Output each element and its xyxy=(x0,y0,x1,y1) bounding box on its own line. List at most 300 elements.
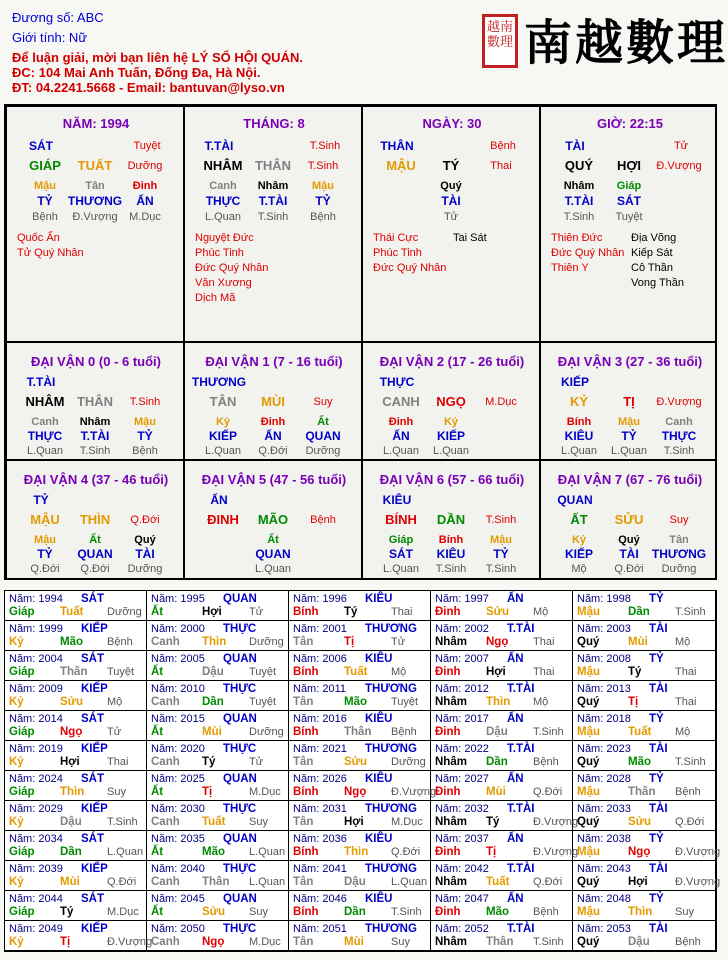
year-stage: L.Quan xyxy=(107,846,144,858)
year-stage: T.Sinh xyxy=(675,756,706,768)
phone-email-line: ĐT: 04.2241.5668 - Email: bantuvan@lyso.vn xyxy=(12,80,285,95)
year-branch: Mão xyxy=(202,846,225,858)
year-stem: Kỷ xyxy=(9,636,24,648)
year-god: KIẾP xyxy=(81,623,108,635)
year-stem: Đinh xyxy=(435,846,461,858)
dai-van-stage-1: Q.Đới xyxy=(80,563,110,575)
year-cell xyxy=(5,681,147,711)
year-cell xyxy=(147,771,289,801)
year-god: KIẾP xyxy=(81,683,108,695)
pillar-star: Quốc Ấn xyxy=(17,232,60,244)
dai-van-sub-god-0: KIÊU xyxy=(564,429,594,443)
year-label: Năm: 2036 xyxy=(293,833,347,845)
year-god: TÀI xyxy=(649,743,668,755)
year-cell xyxy=(431,711,573,741)
year-branch: Sửu xyxy=(628,816,652,828)
pillar-star: Tử Quý Nhân xyxy=(17,247,84,259)
dai-van-sub-god-0: THỰC xyxy=(27,429,63,443)
year-stem: Quý xyxy=(577,876,600,888)
dai-van-stem-2: Suy xyxy=(313,396,333,408)
year-stage: T.Sinh xyxy=(391,906,422,918)
year-stage: Mộ xyxy=(533,606,549,618)
year-god: TÀI xyxy=(649,863,668,875)
year-label: Năm: 2050 xyxy=(151,923,205,935)
year-branch: Dần xyxy=(344,906,366,918)
year-branch: Thân xyxy=(344,726,372,738)
year-god: TÀI xyxy=(649,923,668,935)
dai-van-hidden-2: Quý xyxy=(134,534,156,546)
year-stage: Đ.Vượng xyxy=(533,846,579,858)
year-cell xyxy=(431,801,579,831)
year-god: THƯƠNG xyxy=(365,683,417,695)
year-branch: Dần xyxy=(628,606,650,618)
year-cell xyxy=(289,741,431,771)
subject-name: Đương số: ABC xyxy=(12,10,104,25)
pillar-stage-2: M.Dục xyxy=(129,211,161,223)
dai-van-hidden-1: Ất xyxy=(89,534,101,546)
header xyxy=(0,0,728,104)
dai-van-stem-0: CANH xyxy=(382,394,420,409)
year-stem: Tân xyxy=(293,696,314,708)
dai-van-god: ẤN xyxy=(210,493,228,507)
dai-van-sub-god-1: QUAN xyxy=(255,547,291,561)
year-branch: Tuất xyxy=(628,726,652,738)
year-god: THƯƠNG xyxy=(365,803,417,815)
year-branch: Dậu xyxy=(202,666,224,678)
dai-van-stem-2: Q.Đới xyxy=(130,514,160,526)
year-branch: Tý xyxy=(628,666,642,678)
year-stage: M.Dục xyxy=(107,906,139,918)
year-cell xyxy=(5,771,147,801)
dai-van-stem-0: BÍNH xyxy=(385,512,417,527)
year-label: Năm: 2035 xyxy=(151,833,205,845)
year-label: Năm: 2013 xyxy=(577,683,631,695)
year-label: Năm: 2048 xyxy=(577,893,631,905)
pillar-cell-0 xyxy=(6,106,184,342)
year-branch: Ngọ xyxy=(344,786,367,798)
year-cell xyxy=(289,771,437,801)
pillar-star-bad: Cô Thần xyxy=(631,262,673,274)
year-label: Năm: 2041 xyxy=(293,863,347,875)
year-god: ẤN xyxy=(507,773,524,785)
pillar-stem-2: Dưỡng xyxy=(127,160,163,172)
dai-van-stage-2: Dưỡng xyxy=(127,563,163,575)
dai-van-god: T.TÀI xyxy=(26,375,56,389)
year-stem: Nhâm xyxy=(435,816,467,828)
year-label: Năm: 2021 xyxy=(293,743,347,755)
pillar-stem-0: NHÂM xyxy=(203,158,243,173)
year-cell xyxy=(289,711,431,741)
year-branch: Mùi xyxy=(202,726,222,738)
year-god: TỶ xyxy=(649,593,664,605)
year-branch: Dần xyxy=(60,846,82,858)
dai-van-god: KIÊU xyxy=(382,493,412,507)
dai-van-sub-god-1: KIẾP xyxy=(436,429,466,443)
year-branch: Thìn xyxy=(344,846,369,858)
year-label: Năm: 2025 xyxy=(151,773,205,785)
year-label: Năm: 2002 xyxy=(435,623,489,635)
year-cell xyxy=(289,621,431,651)
year-label: Năm: 2042 xyxy=(435,863,489,875)
dai-van-cell-7 xyxy=(540,460,717,580)
year-label: Năm: 2031 xyxy=(293,803,347,815)
year-branch: Mùi xyxy=(60,876,80,888)
pillar-stem-0: MẬU xyxy=(386,158,416,173)
pillar-stem-1: TÝ xyxy=(442,158,460,173)
year-label: Năm: 2051 xyxy=(293,923,347,935)
year-stem: Tân xyxy=(293,756,314,768)
year-stage: M.Dục xyxy=(391,816,423,828)
year-god: TÀI xyxy=(649,803,668,815)
year-label: Năm: 1995 xyxy=(151,593,205,605)
dai-van-title: ĐẠI VẬN 3 (27 - 36 tuổi) xyxy=(557,354,703,369)
year-god: T.TÀI xyxy=(507,743,535,755)
year-branch: Dần xyxy=(202,696,224,708)
year-cell xyxy=(147,921,289,951)
year-stem: Mậu xyxy=(577,666,600,678)
pillar-stage-0: Bệnh xyxy=(32,211,58,223)
year-cell xyxy=(431,921,573,951)
pillar-star: Dịch Mã xyxy=(195,292,236,304)
dai-van-stage-0: L.Quan xyxy=(204,445,242,457)
year-god: TỶ xyxy=(649,893,664,905)
dai-van-sub-god-1: T.TÀI xyxy=(80,429,110,443)
year-cell xyxy=(147,891,289,921)
year-god: THỰC xyxy=(223,803,257,815)
year-cell xyxy=(289,801,431,831)
dai-van-stage-0: Q.Đới xyxy=(30,563,60,575)
year-stage: Suy xyxy=(675,906,694,918)
year-stage: L.Quan xyxy=(391,876,428,888)
year-stage: Bệnh xyxy=(675,786,701,798)
dai-van-title: ĐẠI VẬN 7 (67 - 76 tuổi) xyxy=(557,472,703,487)
dai-van-stage-2: T.Sinh xyxy=(485,563,517,575)
year-stem: Nhâm xyxy=(435,696,467,708)
year-god: THƯƠNG xyxy=(365,863,417,875)
pillar-title: THÁNG: 8 xyxy=(243,116,305,131)
year-stage: Bệnh xyxy=(107,636,133,648)
year-god: THƯƠNG xyxy=(365,623,417,635)
year-god: SÁT xyxy=(81,713,104,725)
year-cell xyxy=(5,801,147,831)
year-label: Năm: 2020 xyxy=(151,743,205,755)
year-stage: Bệnh xyxy=(533,906,559,918)
year-stage: Mộ xyxy=(675,726,691,738)
year-stage: Mộ xyxy=(533,696,549,708)
year-label: Năm: 2015 xyxy=(151,713,205,725)
year-stage: Thai xyxy=(675,666,697,678)
year-label: Năm: 2024 xyxy=(9,773,63,785)
pillar-stem-2: Đ.Vượng xyxy=(656,160,702,172)
pillar-star: Đức Quý Nhân xyxy=(551,247,625,259)
year-stage: Dưỡng xyxy=(249,726,284,738)
year-stage: M.Dục xyxy=(249,786,281,798)
year-stem: Quý xyxy=(577,696,600,708)
contact-line-1: Để luận giải, mời bạn liên hệ LÝ SỐ HỘI QUÁN. xyxy=(12,50,303,65)
year-label: Năm: 2011 xyxy=(293,683,346,695)
pillar-stem-1: TUẤT xyxy=(77,158,113,173)
year-cell xyxy=(573,801,716,831)
year-stage: Suy xyxy=(107,786,126,798)
year-label: Năm: 2049 xyxy=(9,923,63,935)
year-god: SÁT xyxy=(81,893,104,905)
address-line: ĐC: 104 Mai Anh Tuấn, Đống Đa, Hà Nội. xyxy=(12,65,261,80)
year-god: QUAN xyxy=(223,773,257,785)
year-stem: Kỷ xyxy=(9,696,24,708)
year-branch: Sửu xyxy=(344,756,368,768)
year-branch: Sửu xyxy=(202,906,226,918)
year-branch: Thìn xyxy=(628,906,653,918)
year-label: Năm: 2030 xyxy=(151,803,205,815)
year-cell xyxy=(431,621,573,651)
pillar-stage-1: T.Sinh xyxy=(257,211,289,223)
pillar-star: Thiên Y xyxy=(551,262,589,274)
year-god: SÁT xyxy=(81,653,104,665)
year-label: Năm: 2005 xyxy=(151,653,205,665)
year-cell xyxy=(573,831,721,861)
year-label: Năm: 2022 xyxy=(435,743,489,755)
year-stage: Q.Đới xyxy=(391,846,421,858)
year-branch: Dần xyxy=(486,756,508,768)
year-stem: Nhâm xyxy=(435,936,467,948)
year-branch: Mùi xyxy=(628,636,648,648)
year-branch: Sửu xyxy=(486,606,510,618)
year-branch: Thân xyxy=(486,936,514,948)
year-label: Năm: 2000 xyxy=(151,623,205,635)
year-label: Năm: 2007 xyxy=(435,653,489,665)
year-stem: Kỷ xyxy=(9,936,24,948)
year-stem: Bính xyxy=(293,606,319,618)
year-stage: Mộ xyxy=(675,636,691,648)
year-label: Năm: 2040 xyxy=(151,863,205,875)
pillar-star-bad: Kiếp Sát xyxy=(631,247,673,259)
pillar-hidden-1: Nhâm xyxy=(257,180,289,192)
seal-text: 越南數理 xyxy=(487,20,514,50)
year-branch: Dậu xyxy=(344,876,366,888)
dai-van-stem-2: Suy xyxy=(669,514,689,526)
pillar-hidden-1: Giáp xyxy=(616,180,642,192)
year-branch: Thìn xyxy=(202,636,227,648)
dai-van-title: ĐẠI VẬN 6 (57 - 66 tuổi) xyxy=(379,472,525,487)
year-stage: Bệnh xyxy=(391,726,417,738)
year-stem: Canh xyxy=(151,636,180,648)
year-label: Năm: 2008 xyxy=(577,653,631,665)
dai-van-sub-god-1: KIÊU xyxy=(436,547,466,561)
pillar-star: Đức Quý Nhân xyxy=(373,262,447,274)
year-god: THƯƠNG xyxy=(365,923,417,935)
pillar-star: Nguyệt Đức xyxy=(195,232,254,244)
year-stem: Ất xyxy=(151,726,164,738)
year-stage: Tử xyxy=(249,756,264,768)
pillar-god-2: TỶ xyxy=(315,194,331,208)
year-stem: Tân xyxy=(293,876,314,888)
pillar-stage-2: Bệnh xyxy=(310,211,336,223)
year-stage: Mộ xyxy=(107,696,123,708)
year-god: TỶ xyxy=(649,773,664,785)
year-stem: Canh xyxy=(151,816,180,828)
year-stem: Tân xyxy=(293,936,314,948)
year-stage: Đ.Vượng xyxy=(675,876,721,888)
pillar-hidden-2: Đinh xyxy=(132,180,158,192)
year-stem: Bính xyxy=(293,786,319,798)
dai-van-hidden-0: Canh xyxy=(31,416,59,428)
pillar-hidden-0: Nhâm xyxy=(563,180,595,192)
pillar-stem-0: QUÝ xyxy=(564,158,594,173)
pillar-stem-2: Thai xyxy=(490,160,512,172)
pillar-star: Phúc Tinh xyxy=(373,247,422,259)
pillar-star-bad: Tai Sát xyxy=(453,232,487,244)
year-cell xyxy=(289,591,431,621)
pillar-cell-1 xyxy=(184,106,362,342)
year-branch: Hợi xyxy=(202,606,222,618)
year-god: TỶ xyxy=(649,713,664,725)
dai-van-sub-god-1: TÀI xyxy=(619,547,639,561)
dai-van-sub-god-0: ẤN xyxy=(392,429,410,443)
year-branch: Tuất xyxy=(344,666,368,678)
year-god: KIẾP xyxy=(81,803,108,815)
gender: Giới tính: Nữ xyxy=(12,30,88,45)
year-label: Năm: 2046 xyxy=(293,893,347,905)
year-branch: Ngọ xyxy=(486,636,509,648)
year-branch: Tý xyxy=(486,816,500,828)
year-branch: Thìn xyxy=(60,786,85,798)
year-label: Năm: 1994 xyxy=(9,593,63,605)
year-god: THỰC xyxy=(223,623,257,635)
dai-van-stem-0: NHÂM xyxy=(25,394,65,409)
dai-van-hidden-0: Mậu xyxy=(34,534,56,546)
year-label: Năm: 2009 xyxy=(9,683,63,695)
year-god: THỰC xyxy=(223,863,257,875)
year-cell xyxy=(289,831,431,861)
dai-van-sub-god-0: KIẾP xyxy=(208,429,238,443)
dai-van-stem-1: THÌN xyxy=(79,512,111,527)
pillar-star: Đức Quý Nhân xyxy=(195,262,269,274)
four-pillars-chart xyxy=(4,104,717,580)
year-cell xyxy=(289,651,431,681)
dai-van-title: ĐẠI VẬN 4 (37 - 46 tuổi) xyxy=(23,472,169,487)
year-label: Năm: 1997 xyxy=(435,593,489,605)
dai-van-stage-1: L.Quan xyxy=(432,445,470,457)
year-branch: Mão xyxy=(628,756,651,768)
year-cell xyxy=(573,591,716,621)
dai-van-hidden-1: Bính xyxy=(438,534,464,546)
year-stem: Đinh xyxy=(435,906,461,918)
year-god: ẤN xyxy=(507,893,524,905)
pillar-stem-1: HỢI xyxy=(616,158,642,173)
year-stem: Ất xyxy=(151,906,164,918)
year-stem: Giáp xyxy=(9,666,35,678)
dai-van-hidden-1: Ất xyxy=(267,534,279,546)
year-stage: Đ.Vượng xyxy=(675,846,721,858)
dai-van-stage-1: T.Sinh xyxy=(79,445,111,457)
dai-van-stage-0: L.Quan xyxy=(382,563,420,575)
year-stem: Canh xyxy=(151,756,180,768)
year-stem: Canh xyxy=(151,696,180,708)
year-cell xyxy=(147,651,289,681)
brand-logo: 南越數理 xyxy=(524,15,728,71)
pillar-hidden-1: Quý xyxy=(440,180,462,192)
year-cell xyxy=(431,771,573,801)
dai-van-sub-god-2: QUAN xyxy=(305,429,341,443)
year-god: KIẾP xyxy=(81,863,108,875)
year-cell xyxy=(5,621,147,651)
dai-van-sub-god-2: TÀI xyxy=(135,547,155,561)
pillar-god-2: ẤN xyxy=(136,194,154,208)
dai-van-stem-1: SỬU xyxy=(614,512,644,527)
year-stage: Tuyệt xyxy=(249,666,277,678)
year-cell xyxy=(147,861,289,891)
year-label: Năm: 1996 xyxy=(293,593,347,605)
pillar-hidden-0: Canh xyxy=(209,180,237,192)
dai-van-sub-god-0: SÁT xyxy=(389,547,413,561)
year-god: ẤN xyxy=(507,713,524,725)
year-stage: Q.Đới xyxy=(107,876,137,888)
dai-van-cell-2 xyxy=(362,342,540,460)
year-god: ẤN xyxy=(507,833,524,845)
dai-van-stage-0: L.Quan xyxy=(26,445,64,457)
year-label: Năm: 2043 xyxy=(577,863,631,875)
year-god: KIÊU xyxy=(365,773,393,785)
year-label: Năm: 2038 xyxy=(577,833,631,845)
year-stem: Tân xyxy=(293,636,314,648)
dai-van-stem-2: T.Sinh xyxy=(129,396,161,408)
dai-van-god: KIẾP xyxy=(560,375,590,389)
pillar-star: Văn Xương xyxy=(195,277,252,289)
dai-van-title: ĐẠI VẬN 2 (17 - 26 tuổi) xyxy=(379,354,525,369)
year-label: Năm: 2028 xyxy=(577,773,631,785)
year-stage: Tử xyxy=(249,606,264,618)
year-label: Năm: 2034 xyxy=(9,833,63,845)
year-branch: Dậu xyxy=(486,726,508,738)
dai-van-stem-2: M.Dục xyxy=(485,396,517,408)
year-stem: Đinh xyxy=(435,726,461,738)
year-god: THƯƠNG xyxy=(365,743,417,755)
year-stem: Ất xyxy=(151,846,164,858)
year-branch: Tị xyxy=(628,696,639,708)
dai-van-sub-god-2: THƯƠNG xyxy=(651,547,707,561)
year-cell xyxy=(573,681,716,711)
year-label: Năm: 2053 xyxy=(577,923,631,935)
year-cell xyxy=(147,801,289,831)
year-stem: Canh xyxy=(151,936,180,948)
year-stem: Ất xyxy=(151,666,164,678)
year-stem: Mậu xyxy=(577,786,600,798)
dai-van-sub-god-1: QUAN xyxy=(77,547,113,561)
year-stage: Suy xyxy=(249,906,268,918)
year-stem: Đinh xyxy=(435,606,461,618)
year-stage: Thai xyxy=(107,756,129,768)
pillar-top-stage: T.Sinh xyxy=(309,140,341,152)
dai-van-sub-god-1: ẤN xyxy=(264,429,282,443)
pillar-stem-0: GIÁP xyxy=(29,158,61,173)
year-cell xyxy=(147,831,289,861)
dai-van-stem-1: NGỌ xyxy=(436,394,466,409)
year-god: TÀI xyxy=(649,623,668,635)
dai-van-sub-god-1: TỶ xyxy=(621,429,637,443)
year-cell xyxy=(147,621,289,651)
year-stem: Ất xyxy=(151,786,164,798)
year-stem: Nhâm xyxy=(435,876,467,888)
pillar-cell-2 xyxy=(362,106,540,342)
dai-van-cell-3 xyxy=(540,342,717,460)
year-cell xyxy=(289,861,431,891)
dai-van-stage-2: T.Sinh xyxy=(663,445,695,457)
pillar-god-1: T.TÀI xyxy=(258,194,288,208)
dai-van-stage-2: Dưỡng xyxy=(661,563,697,575)
year-cell xyxy=(5,741,147,771)
year-branch: Tuất xyxy=(202,816,226,828)
pillar-star: Phúc Tinh xyxy=(195,247,244,259)
